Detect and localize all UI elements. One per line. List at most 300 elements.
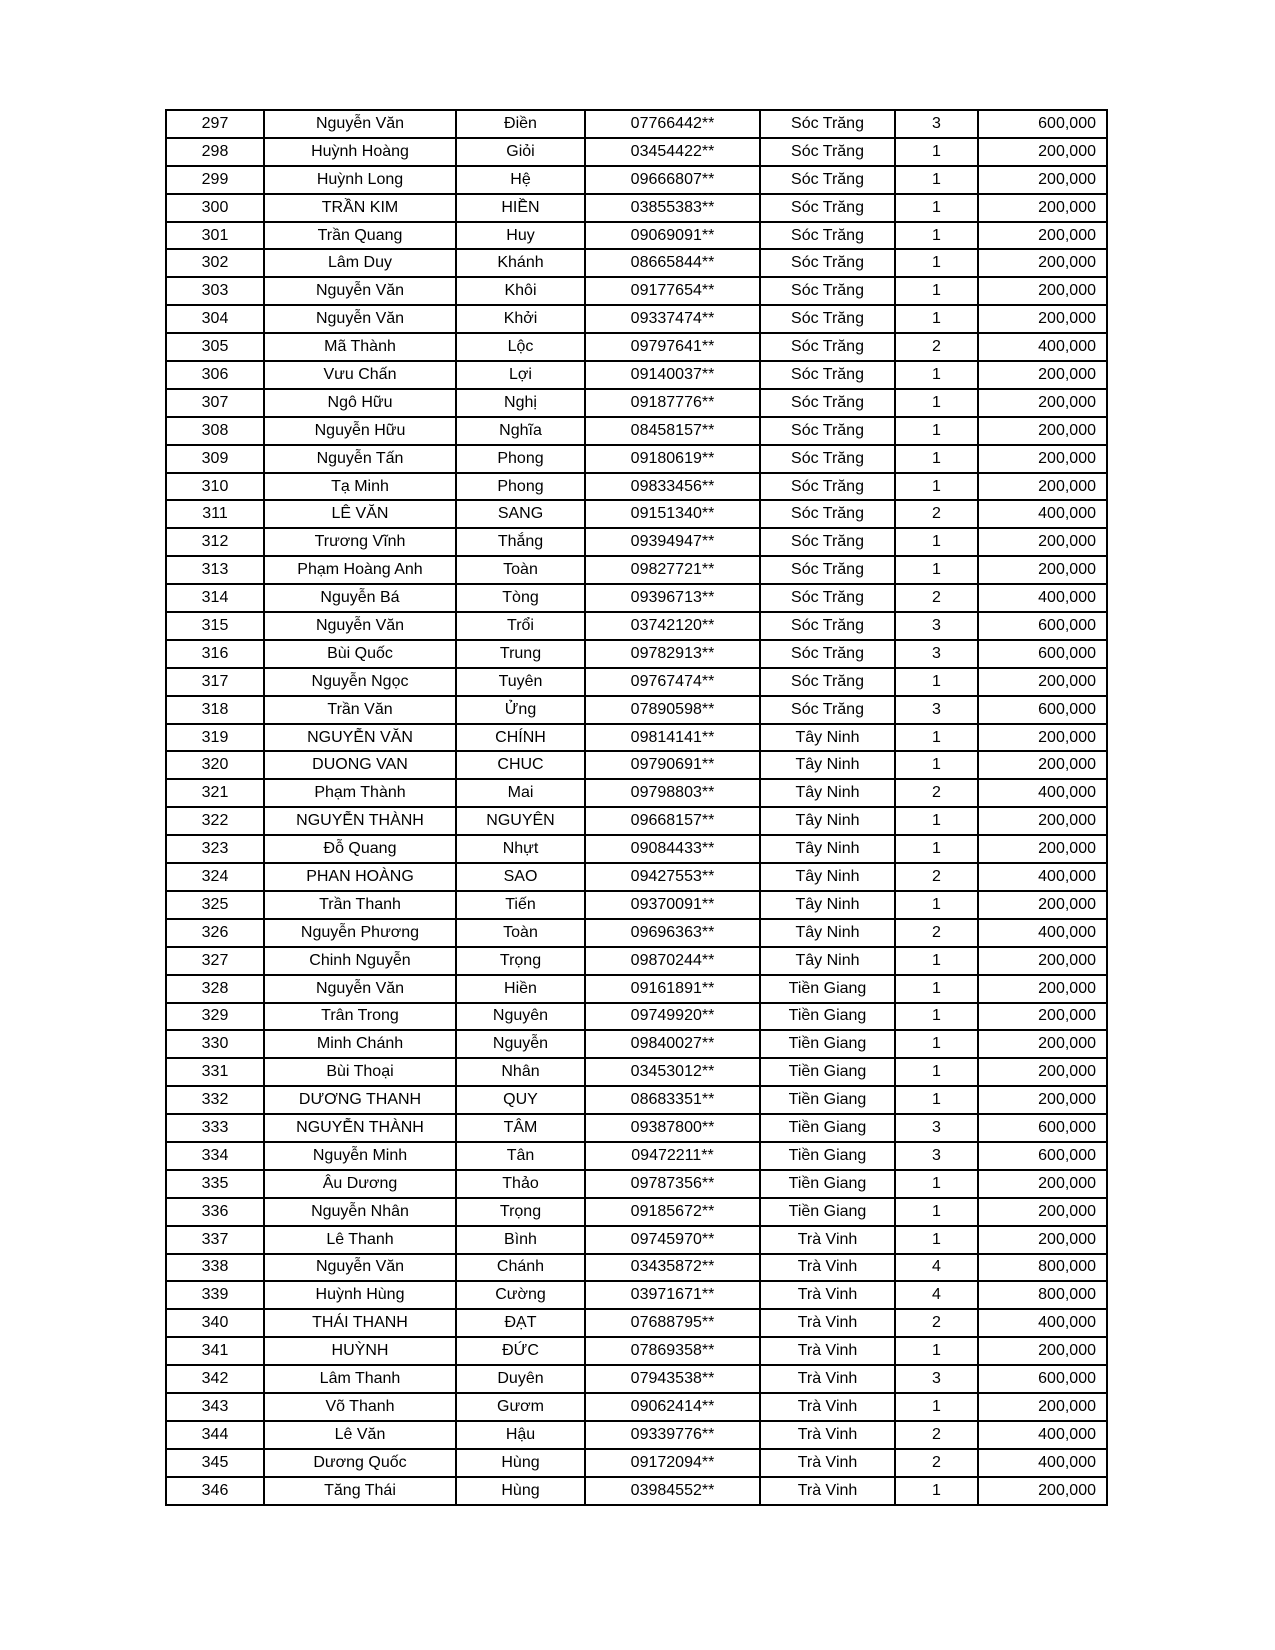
cell-index: 304 — [166, 305, 264, 333]
cell-amount: 200,000 — [978, 668, 1107, 696]
cell-last-name: Trổi — [456, 612, 585, 640]
cell-count: 1 — [895, 947, 978, 975]
cell-first-name: TRẦN KIM — [264, 194, 456, 222]
cell-amount: 200,000 — [978, 166, 1107, 194]
cell-phone: 09833456** — [585, 473, 760, 501]
cell-count: 1 — [895, 138, 978, 166]
cell-index: 323 — [166, 835, 264, 863]
table-row — [166, 779, 1107, 807]
table-row — [166, 863, 1107, 891]
cell-province: Tây Ninh — [760, 919, 895, 947]
cell-count: 1 — [895, 417, 978, 445]
cell-last-name: Tòng — [456, 584, 585, 612]
table-row — [166, 835, 1107, 863]
cell-count: 1 — [895, 751, 978, 779]
cell-amount: 400,000 — [978, 1309, 1107, 1337]
cell-phone: 07766442** — [585, 110, 760, 138]
cell-amount: 200,000 — [978, 835, 1107, 863]
table-row — [166, 975, 1107, 1003]
cell-count: 1 — [895, 1058, 978, 1086]
cell-phone: 07890598** — [585, 696, 760, 724]
table-row — [166, 389, 1107, 417]
table-row — [166, 1393, 1107, 1421]
cell-first-name: Đỗ Quang — [264, 835, 456, 863]
cell-first-name: Trần Quang — [264, 222, 456, 250]
cell-first-name: THÁI THANH — [264, 1309, 456, 1337]
cell-province: Sóc Trăng — [760, 333, 895, 361]
table-row — [166, 1198, 1107, 1226]
cell-province: Trà Vinh — [760, 1421, 895, 1449]
cell-last-name: Gươm — [456, 1393, 585, 1421]
cell-last-name: QUY — [456, 1086, 585, 1114]
cell-index: 338 — [166, 1254, 264, 1282]
table-row — [166, 305, 1107, 333]
cell-phone: 09749920** — [585, 1003, 760, 1031]
cell-first-name: Bùi Thoại — [264, 1058, 456, 1086]
cell-province: Sóc Trăng — [760, 528, 895, 556]
cell-index: 306 — [166, 361, 264, 389]
cell-index: 339 — [166, 1281, 264, 1309]
cell-index: 316 — [166, 640, 264, 668]
cell-province: Tiền Giang — [760, 1003, 895, 1031]
cell-count: 3 — [895, 640, 978, 668]
cell-count: 1 — [895, 1393, 978, 1421]
cell-phone: 09790691** — [585, 751, 760, 779]
cell-phone: 09062414** — [585, 1393, 760, 1421]
table-row — [166, 277, 1107, 305]
cell-last-name: Mai — [456, 779, 585, 807]
cell-index: 321 — [166, 779, 264, 807]
table-row — [166, 110, 1107, 138]
cell-province: Tiền Giang — [760, 1030, 895, 1058]
cell-first-name: Nguyễn Văn — [264, 305, 456, 333]
cell-count: 1 — [895, 668, 978, 696]
cell-last-name: Toàn — [456, 556, 585, 584]
cell-amount: 200,000 — [978, 389, 1107, 417]
cell-province: Sóc Trăng — [760, 222, 895, 250]
cell-first-name: Nguyễn Hữu — [264, 417, 456, 445]
cell-last-name: Thắng — [456, 528, 585, 556]
table-row — [166, 417, 1107, 445]
cell-province: Tiền Giang — [760, 1114, 895, 1142]
cell-phone: 09814141** — [585, 724, 760, 752]
cell-count: 1 — [895, 305, 978, 333]
cell-first-name: Nguyễn Văn — [264, 110, 456, 138]
cell-count: 1 — [895, 194, 978, 222]
cell-phone: 09394947** — [585, 528, 760, 556]
table-row — [166, 947, 1107, 975]
cell-phone: 09745970** — [585, 1226, 760, 1254]
cell-first-name: Huỳnh Long — [264, 166, 456, 194]
cell-amount: 200,000 — [978, 751, 1107, 779]
cell-first-name: Nguyễn Văn — [264, 1254, 456, 1282]
cell-count: 1 — [895, 1170, 978, 1198]
cell-province: Trà Vinh — [760, 1337, 895, 1365]
cell-province: Tây Ninh — [760, 779, 895, 807]
cell-first-name: Minh Chánh — [264, 1030, 456, 1058]
cell-first-name: Phạm Thành — [264, 779, 456, 807]
cell-amount: 600,000 — [978, 1142, 1107, 1170]
cell-first-name: Dương Quốc — [264, 1449, 456, 1477]
cell-count: 1 — [895, 891, 978, 919]
cell-last-name: ĐẠT — [456, 1309, 585, 1337]
cell-first-name: DƯƠNG THANH — [264, 1086, 456, 1114]
cell-amount: 200,000 — [978, 473, 1107, 501]
cell-index: 311 — [166, 500, 264, 528]
cell-count: 1 — [895, 222, 978, 250]
cell-count: 1 — [895, 445, 978, 473]
cell-first-name: Lâm Duy — [264, 249, 456, 277]
cell-province: Trà Vinh — [760, 1281, 895, 1309]
cell-last-name: Nghĩa — [456, 417, 585, 445]
cell-phone: 09177654** — [585, 277, 760, 305]
cell-phone: 09767474** — [585, 668, 760, 696]
cell-index: 322 — [166, 807, 264, 835]
cell-province: Trà Vinh — [760, 1449, 895, 1477]
cell-phone: 03435872** — [585, 1254, 760, 1282]
cell-province: Sóc Trăng — [760, 361, 895, 389]
cell-first-name: NGUYỄN VĂN — [264, 724, 456, 752]
cell-count: 1 — [895, 1003, 978, 1031]
cell-amount: 200,000 — [978, 417, 1107, 445]
cell-last-name: Trọng — [456, 1198, 585, 1226]
table-row — [166, 1365, 1107, 1393]
table-row — [166, 249, 1107, 277]
cell-province: Tiền Giang — [760, 975, 895, 1003]
cell-last-name: NGUYÊN — [456, 807, 585, 835]
cell-last-name: Bình — [456, 1226, 585, 1254]
cell-first-name: Mã Thành — [264, 333, 456, 361]
cell-amount: 200,000 — [978, 528, 1107, 556]
table-row — [166, 1254, 1107, 1282]
cell-amount: 600,000 — [978, 640, 1107, 668]
cell-last-name: SANG — [456, 500, 585, 528]
table-row — [166, 751, 1107, 779]
table-row — [166, 1309, 1107, 1337]
cell-last-name: Điền — [456, 110, 585, 138]
cell-count: 1 — [895, 361, 978, 389]
cell-last-name: Toàn — [456, 919, 585, 947]
cell-count: 3 — [895, 110, 978, 138]
cell-last-name: HIỀN — [456, 194, 585, 222]
cell-first-name: Tăng Thái — [264, 1477, 456, 1505]
cell-index: 303 — [166, 277, 264, 305]
cell-count: 2 — [895, 584, 978, 612]
cell-amount: 800,000 — [978, 1281, 1107, 1309]
cell-first-name: Trương Vĩnh — [264, 528, 456, 556]
cell-phone: 09396713** — [585, 584, 760, 612]
cell-last-name: Phong — [456, 473, 585, 501]
cell-index: 301 — [166, 222, 264, 250]
cell-phone: 09084433** — [585, 835, 760, 863]
cell-amount: 600,000 — [978, 1114, 1107, 1142]
cell-count: 2 — [895, 1309, 978, 1337]
cell-province: Sóc Trăng — [760, 556, 895, 584]
cell-province: Sóc Trăng — [760, 445, 895, 473]
cell-first-name: Huỳnh Hoàng — [264, 138, 456, 166]
cell-phone: 09180619** — [585, 445, 760, 473]
cell-amount: 400,000 — [978, 1449, 1107, 1477]
cell-phone: 09337474** — [585, 305, 760, 333]
cell-amount: 200,000 — [978, 1198, 1107, 1226]
table-row — [166, 807, 1107, 835]
table-row — [166, 361, 1107, 389]
cell-index: 315 — [166, 612, 264, 640]
cell-last-name: Tân — [456, 1142, 585, 1170]
cell-amount: 200,000 — [978, 947, 1107, 975]
cell-index: 318 — [166, 696, 264, 724]
cell-index: 335 — [166, 1170, 264, 1198]
cell-phone: 03742120** — [585, 612, 760, 640]
cell-index: 344 — [166, 1421, 264, 1449]
table-row — [166, 584, 1107, 612]
cell-province: Sóc Trăng — [760, 668, 895, 696]
cell-phone: 07943538** — [585, 1365, 760, 1393]
cell-amount: 200,000 — [978, 807, 1107, 835]
cell-province: Sóc Trăng — [760, 500, 895, 528]
cell-last-name: Nhân — [456, 1058, 585, 1086]
table-row — [166, 724, 1107, 752]
cell-amount: 200,000 — [978, 194, 1107, 222]
cell-count: 1 — [895, 1226, 978, 1254]
cell-last-name: SAO — [456, 863, 585, 891]
cell-first-name: Nguyễn Văn — [264, 612, 456, 640]
table-row — [166, 1477, 1107, 1505]
cell-phone: 09668157** — [585, 807, 760, 835]
table-row — [166, 640, 1107, 668]
table-row — [166, 333, 1107, 361]
cell-index: 324 — [166, 863, 264, 891]
cell-count: 3 — [895, 1365, 978, 1393]
cell-phone: 09472211** — [585, 1142, 760, 1170]
cell-province: Tiền Giang — [760, 1170, 895, 1198]
cell-province: Tây Ninh — [760, 947, 895, 975]
cell-amount: 400,000 — [978, 1421, 1107, 1449]
cell-province: Sóc Trăng — [760, 138, 895, 166]
cell-phone: 09069091** — [585, 222, 760, 250]
cell-count: 2 — [895, 779, 978, 807]
cell-phone: 09798803** — [585, 779, 760, 807]
cell-phone: 09172094** — [585, 1449, 760, 1477]
cell-phone: 07688795** — [585, 1309, 760, 1337]
cell-first-name: Trần Thanh — [264, 891, 456, 919]
cell-first-name: Trân Trong — [264, 1003, 456, 1031]
cell-amount: 400,000 — [978, 333, 1107, 361]
cell-first-name: DUONG VAN — [264, 751, 456, 779]
cell-first-name: Âu Dương — [264, 1170, 456, 1198]
cell-count: 1 — [895, 1030, 978, 1058]
cell-phone: 08665844** — [585, 249, 760, 277]
cell-last-name: CHUC — [456, 751, 585, 779]
cell-index: 308 — [166, 417, 264, 445]
cell-phone: 09187776** — [585, 389, 760, 417]
cell-index: 332 — [166, 1086, 264, 1114]
cell-amount: 200,000 — [978, 1477, 1107, 1505]
cell-count: 3 — [895, 696, 978, 724]
cell-index: 328 — [166, 975, 264, 1003]
cell-province: Tiền Giang — [760, 1142, 895, 1170]
cell-phone: 09140037** — [585, 361, 760, 389]
cell-last-name: Lợi — [456, 361, 585, 389]
cell-province: Sóc Trăng — [760, 584, 895, 612]
cell-last-name: TÂM — [456, 1114, 585, 1142]
cell-index: 309 — [166, 445, 264, 473]
cell-last-name: Thảo — [456, 1170, 585, 1198]
cell-count: 1 — [895, 724, 978, 752]
table-row — [166, 166, 1107, 194]
table-row — [166, 668, 1107, 696]
cell-count: 3 — [895, 612, 978, 640]
cell-first-name: Lâm Thanh — [264, 1365, 456, 1393]
cell-province: Sóc Trăng — [760, 110, 895, 138]
cell-last-name: Huy — [456, 222, 585, 250]
table-row — [166, 1226, 1107, 1254]
cell-first-name: Nguyễn Phương — [264, 919, 456, 947]
cell-count: 1 — [895, 277, 978, 305]
cell-province: Tây Ninh — [760, 891, 895, 919]
cell-amount: 600,000 — [978, 110, 1107, 138]
cell-index: 317 — [166, 668, 264, 696]
cell-last-name: Chánh — [456, 1254, 585, 1282]
cell-amount: 400,000 — [978, 863, 1107, 891]
cell-first-name: Ngô Hữu — [264, 389, 456, 417]
table-row — [166, 1003, 1107, 1031]
cell-count: 1 — [895, 1337, 978, 1365]
cell-first-name: Vưu Chấn — [264, 361, 456, 389]
cell-amount: 200,000 — [978, 305, 1107, 333]
table-row — [166, 1030, 1107, 1058]
cell-last-name: Khôi — [456, 277, 585, 305]
cell-amount: 200,000 — [978, 1170, 1107, 1198]
cell-phone: 03855383** — [585, 194, 760, 222]
cell-last-name: Ửng — [456, 696, 585, 724]
cell-phone: 07869358** — [585, 1337, 760, 1365]
cell-count: 1 — [895, 528, 978, 556]
cell-first-name: Nguyễn Tấn — [264, 445, 456, 473]
cell-amount: 200,000 — [978, 1058, 1107, 1086]
table-row — [166, 612, 1107, 640]
cell-count: 3 — [895, 1142, 978, 1170]
cell-phone: 09185672** — [585, 1198, 760, 1226]
cell-index: 340 — [166, 1309, 264, 1337]
cell-index: 341 — [166, 1337, 264, 1365]
cell-index: 312 — [166, 528, 264, 556]
cell-first-name: Nguyễn Minh — [264, 1142, 456, 1170]
table-row — [166, 1421, 1107, 1449]
cell-amount: 400,000 — [978, 500, 1107, 528]
table-row — [166, 1337, 1107, 1365]
cell-amount: 600,000 — [978, 1365, 1107, 1393]
cell-count: 1 — [895, 835, 978, 863]
cell-phone: 09870244** — [585, 947, 760, 975]
cell-first-name: Nguyễn Ngọc — [264, 668, 456, 696]
cell-last-name: Nguyên — [456, 1003, 585, 1031]
cell-count: 1 — [895, 556, 978, 584]
cell-phone: 08458157** — [585, 417, 760, 445]
cell-last-name: Hậu — [456, 1421, 585, 1449]
cell-last-name: Lộc — [456, 333, 585, 361]
cell-last-name: Nghị — [456, 389, 585, 417]
cell-phone: 09339776** — [585, 1421, 760, 1449]
cell-amount: 200,000 — [978, 249, 1107, 277]
cell-province: Sóc Trăng — [760, 277, 895, 305]
cell-first-name: Nguyễn Văn — [264, 277, 456, 305]
cell-amount: 200,000 — [978, 1393, 1107, 1421]
cell-first-name: Chinh Nguyễn — [264, 947, 456, 975]
table-body — [166, 110, 1107, 1505]
cell-last-name: Hùng — [456, 1477, 585, 1505]
cell-phone: 09696363** — [585, 919, 760, 947]
cell-count: 1 — [895, 1477, 978, 1505]
cell-last-name: Khởi — [456, 305, 585, 333]
cell-amount: 200,000 — [978, 724, 1107, 752]
cell-phone: 09782913** — [585, 640, 760, 668]
cell-last-name: Tiến — [456, 891, 585, 919]
cell-province: Trà Vinh — [760, 1309, 895, 1337]
cell-province: Tây Ninh — [760, 751, 895, 779]
cell-first-name: HUỲNH — [264, 1337, 456, 1365]
cell-amount: 200,000 — [978, 1337, 1107, 1365]
cell-amount: 200,000 — [978, 361, 1107, 389]
cell-province: Tây Ninh — [760, 724, 895, 752]
cell-phone: 09161891** — [585, 975, 760, 1003]
cell-last-name: Trọng — [456, 947, 585, 975]
cell-province: Sóc Trăng — [760, 305, 895, 333]
cell-count: 1 — [895, 249, 978, 277]
cell-index: 307 — [166, 389, 264, 417]
table-row — [166, 1058, 1107, 1086]
cell-count: 1 — [895, 389, 978, 417]
cell-phone: 09827721** — [585, 556, 760, 584]
cell-province: Trà Vinh — [760, 1365, 895, 1393]
cell-last-name: Khánh — [456, 249, 585, 277]
table-row — [166, 556, 1107, 584]
cell-first-name: NGUYỄN THÀNH — [264, 807, 456, 835]
cell-first-name: Nguyễn Văn — [264, 975, 456, 1003]
cell-index: 333 — [166, 1114, 264, 1142]
cell-province: Sóc Trăng — [760, 249, 895, 277]
cell-index: 302 — [166, 249, 264, 277]
cell-first-name: PHAN HOÀNG — [264, 863, 456, 891]
cell-amount: 200,000 — [978, 556, 1107, 584]
cell-first-name: Lê Văn — [264, 1421, 456, 1449]
table-row — [166, 528, 1107, 556]
table-row — [166, 1114, 1107, 1142]
cell-last-name: Tuyên — [456, 668, 585, 696]
cell-index: 298 — [166, 138, 264, 166]
cell-count: 3 — [895, 1114, 978, 1142]
cell-index: 345 — [166, 1449, 264, 1477]
cell-count: 2 — [895, 1449, 978, 1477]
cell-province: Tiền Giang — [760, 1086, 895, 1114]
cell-last-name: Nguyễn — [456, 1030, 585, 1058]
cell-amount: 200,000 — [978, 445, 1107, 473]
cell-phone: 03984552** — [585, 1477, 760, 1505]
cell-province: Sóc Trăng — [760, 473, 895, 501]
cell-first-name: Huỳnh Hùng — [264, 1281, 456, 1309]
cell-amount: 200,000 — [978, 975, 1107, 1003]
cell-count: 2 — [895, 863, 978, 891]
cell-first-name: Nguyễn Bá — [264, 584, 456, 612]
cell-amount: 400,000 — [978, 919, 1107, 947]
table-row — [166, 500, 1107, 528]
cell-phone: 09427553** — [585, 863, 760, 891]
cell-phone: 03971671** — [585, 1281, 760, 1309]
table-row — [166, 222, 1107, 250]
cell-last-name: Trung — [456, 640, 585, 668]
cell-last-name: Cường — [456, 1281, 585, 1309]
cell-province: Trà Vinh — [760, 1226, 895, 1254]
